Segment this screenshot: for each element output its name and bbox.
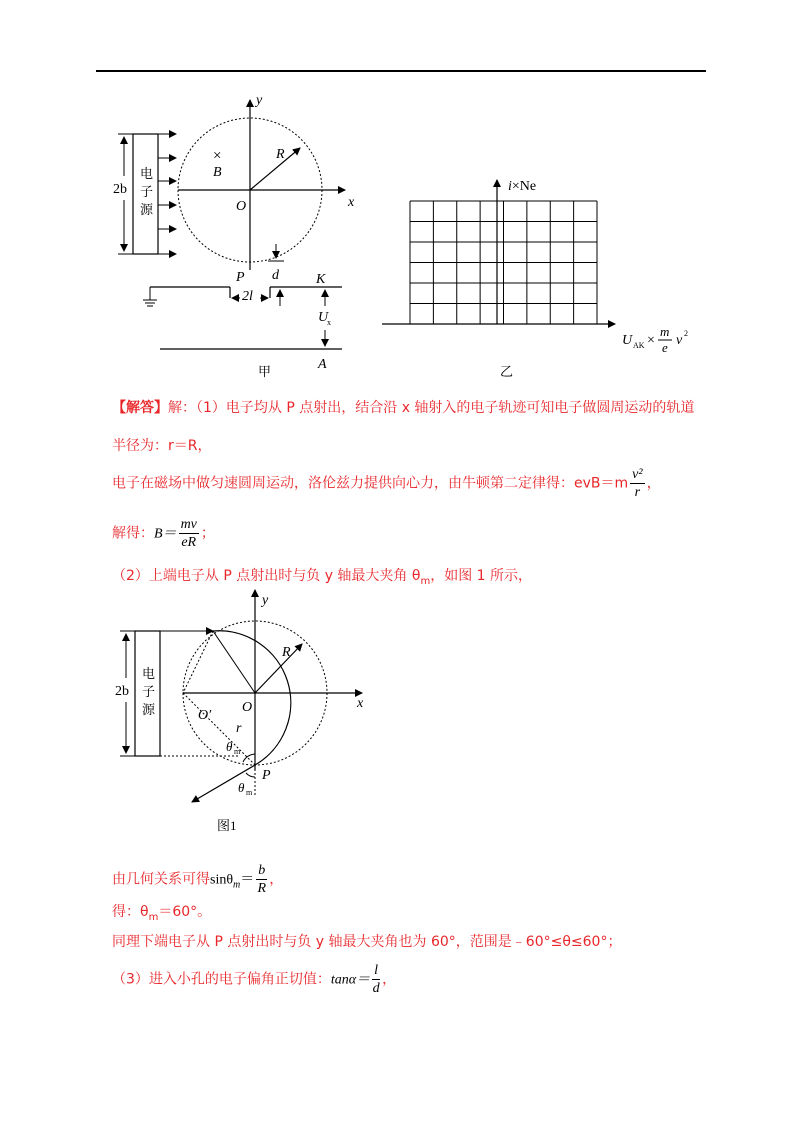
electron-trajectory [213, 631, 291, 765]
K-label: K [316, 272, 326, 287]
solution-line-6: 由几何关系可得sinθ$_m$＝ $\frac{b}{R}$ ， [112, 863, 284, 896]
source-char-2: 子 [142, 684, 156, 699]
y-axis-label: i×Ne [508, 179, 537, 194]
R-label: R [282, 645, 291, 660]
source-char-1: 电 [142, 666, 156, 681]
x-label: x [348, 195, 355, 210]
theta-sub-2: m [246, 788, 253, 797]
2b-label: 2b [115, 684, 129, 699]
x-axis-U: U [622, 333, 633, 348]
x-axis-m: m [660, 324, 670, 339]
2b-label: 2b [113, 182, 127, 197]
solution-heading: 【解答】 [112, 400, 168, 416]
source-char-1: 电 [140, 166, 154, 181]
r-label: r [236, 721, 242, 736]
radius-arrow [250, 148, 300, 190]
U-label: U [318, 310, 329, 325]
solution-line-4: 解得：B＝ $\frac{mv}{eR}$ ； [112, 517, 215, 550]
figure-1 [0, 580, 800, 840]
y-label: y [262, 593, 269, 608]
theta-label-1: θ [226, 739, 233, 754]
d-label: d [272, 268, 279, 283]
x-label: x [357, 696, 364, 711]
A-label: A [318, 357, 327, 372]
origin-label: O [236, 199, 247, 214]
solution-line-7: 得：$\theta_m=60^\circ$。 [112, 904, 212, 923]
caption-jia: 甲 [258, 364, 272, 379]
source-char-3: 源 [142, 702, 156, 717]
figure-yi [382, 179, 688, 379]
2l-label: 2l [242, 289, 253, 304]
grid [410, 201, 597, 324]
solution-line-1: 【解答】解：（1）电子均从 P 点射出，结合沿 x 轴射入的电子轨迹可知电子做圆周运动的轨道 [112, 400, 695, 416]
source-char-2: 子 [140, 184, 154, 199]
source-char-3: 源 [140, 202, 154, 217]
P-label: P [236, 270, 245, 285]
y-label: y [256, 93, 263, 108]
x-axis-sub: AK [633, 341, 645, 350]
cross-symbol: × [213, 148, 222, 164]
x-axis-exp: 2 [684, 329, 688, 338]
theta-sub-1: m [234, 747, 241, 756]
solution-line-3: 电子在磁场中做匀速圆周运动，洛伦兹力提供向心力，由牛顿第二定律得：evB＝m $\frac{\text{v²}}{r}$ ， [112, 467, 661, 500]
solution-line-2: 半径为：r＝R， [112, 438, 212, 454]
radius-arrow [255, 644, 302, 693]
theta-label-2: θ [238, 780, 245, 795]
solution-line-9: （3）进入小孔的电子偏角正切值：tanα＝ $\frac{l}{d}$ ， [112, 963, 397, 996]
caption-yi: 乙 [500, 364, 514, 379]
x-axis-v: v [676, 333, 683, 348]
solution-line-5: （2）上端电子从 P 点射出时与负 y 轴最大夹角 $\theta_m$，如图 1 所示， [112, 568, 533, 587]
origin-label: O [242, 700, 253, 715]
U-subscript: x [327, 318, 331, 327]
O-prime-label: O′ [198, 708, 212, 723]
figure-jia [0, 0, 800, 380]
x-axis-e: e [662, 340, 668, 355]
P-label: P [262, 768, 271, 783]
caption-fig1: 图1 [217, 818, 237, 833]
R-label: R [276, 147, 285, 162]
x-axis-times: × [647, 333, 655, 348]
solution-line-8: 同理下端电子从 P 点射出时与负 y 轴最大夹角也为 60°，范围是﹣60°≤θ≤60°； [112, 934, 622, 950]
B-label: B [213, 165, 222, 180]
chord-line [213, 631, 255, 693]
